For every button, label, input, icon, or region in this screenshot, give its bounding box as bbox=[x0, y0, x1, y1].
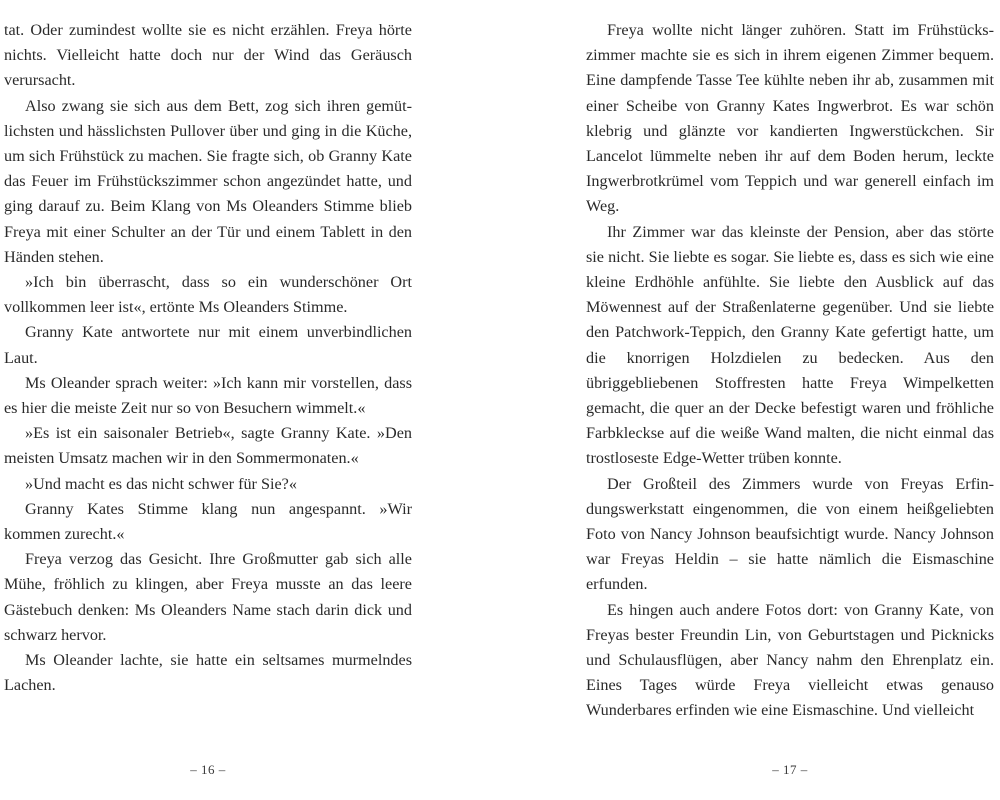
paragraph: Granny Kates Stimme klang nun angespannt. »Wir kommen zurecht.« bbox=[4, 499, 412, 544]
page-number-left: – 16 – bbox=[190, 762, 226, 777]
paragraph: »Und macht es das nicht schwer für Sie?« bbox=[25, 474, 297, 493]
paragraph: Granny Kate antwortete nur mit einem unverbindlichen Laut. bbox=[4, 323, 412, 367]
paragraph: Freya wollte nicht länger zuhören. Statt im Frühstückszimmer machte sie es sich in ihrem eigenen Zimmer bequem. Eine dampfende Tasse Tee kühlte neben ihr ab, zusammen mit einer Scheibe von Granny Kates Ingwerbrot. Es war schön klebrig und glänzte vor kandierten Ingwerstückchen. Sir Lancelot lümmelte neben ihr auf dem Boden herum, leckte Ingwerbrotkrümel vom Teppich und war generell einfach im Weg. bbox=[586, 21, 994, 216]
paragraph: Es hingen auch andere Fotos dort: von Granny Kate, von Freyas bester Freundin Lin, von Geburtstagen und Picknicks und Schulausflügen, aber Nancy nahm den Ehrenplatz ein. Eines Tages würde Freya vielleicht etwas genauso Wunderbares erfinden wie eine Eismaschine. Und vielleicht bbox=[586, 600, 994, 720]
paragraph: Freya verzog das Gesicht. Ihre Großmutter gab sich alle Mühe, fröhlich zu klingen, aber Freya musste an das leere Gästebuch denken: Ms Oleanders Name stach darin dick und schwarz hervor. bbox=[4, 550, 412, 644]
paragraph: Also zwang sie sich aus dem Bett, zog sich ihren gemütlichsten und hässlichsten Pullover über und ging in die Küche, um sich Frühstück zu machen. Sie fragte sich, ob Granny Kate das Feuer im Frühstückszimmer schon angezündet hatte, und ging darauf zu. Beim Klang von Ms Oleanders Stimme blieb Freya mit einer Schulter an der Tür und einem Tablett in den Händen stehen. bbox=[4, 96, 412, 266]
paragraph: »Es ist ein saisonaler Betrieb«, sagte Granny Kate. »Den meisten Umsatz machen wir in den Sommermonaten.« bbox=[4, 424, 412, 468]
paragraph: »Ich bin überrascht, dass so ein wunderschöner Ort vollkommen leer ist«, ertönte Ms Oleanders Stimme. bbox=[4, 273, 412, 317]
paragraph: Ihr Zimmer war das kleinste der Pension, aber das störte sie nicht. Sie liebte es sogar. Sie liebte es, dass es sich wie eine kleine Erdhöhle anfühlte. Sie liebte den Ausblick auf das Möwennest auf der Straßenlaterne gegenüber. Und sie liebte den Patchwork-Teppich, den Granny Kate gefertigt hatte, um die knorrigen Holzdielen zu bedecken. Aus den übriggebliebenen Stoffresten hatte Freya Wimpelketten gemacht, die quer an der Decke befestigt waren und fröhliche Farbkleckse auf die weiße Wand malten, die nicht einmal das trostloseste Edge-Wetter trüben konnte. bbox=[586, 222, 994, 468]
left-page-text bbox=[4, 18, 412, 698]
paragraph: Der Großteil des Zimmers wurde von Freyas Erfindungswerkstatt eingenommen, die von einem heißgeliebten Foto von Nancy Johnson beaufsichtigt wurde. Nancy Johnson war Freyas Heldin – sie hatte nämlich die Eismaschine erfunden. bbox=[586, 474, 994, 594]
right-page-text bbox=[586, 18, 994, 724]
paragraph: Ms Oleander lachte, sie hatte ein seltsames murmelndes Lachen. bbox=[4, 651, 412, 695]
paragraph: Ms Oleander sprach weiter: »Ich kann mir vorstellen, dass es hier die meiste Zeit nur so von Besuchern wimmelt.« bbox=[4, 373, 412, 418]
page-number-right: – 17 – bbox=[772, 762, 808, 777]
paragraph: tat. Oder zumindest wollte sie es nicht erzählen. Freya hörte nichts. Vielleicht hatte doch nur der Wind das Geräusch verursacht. bbox=[4, 21, 412, 90]
